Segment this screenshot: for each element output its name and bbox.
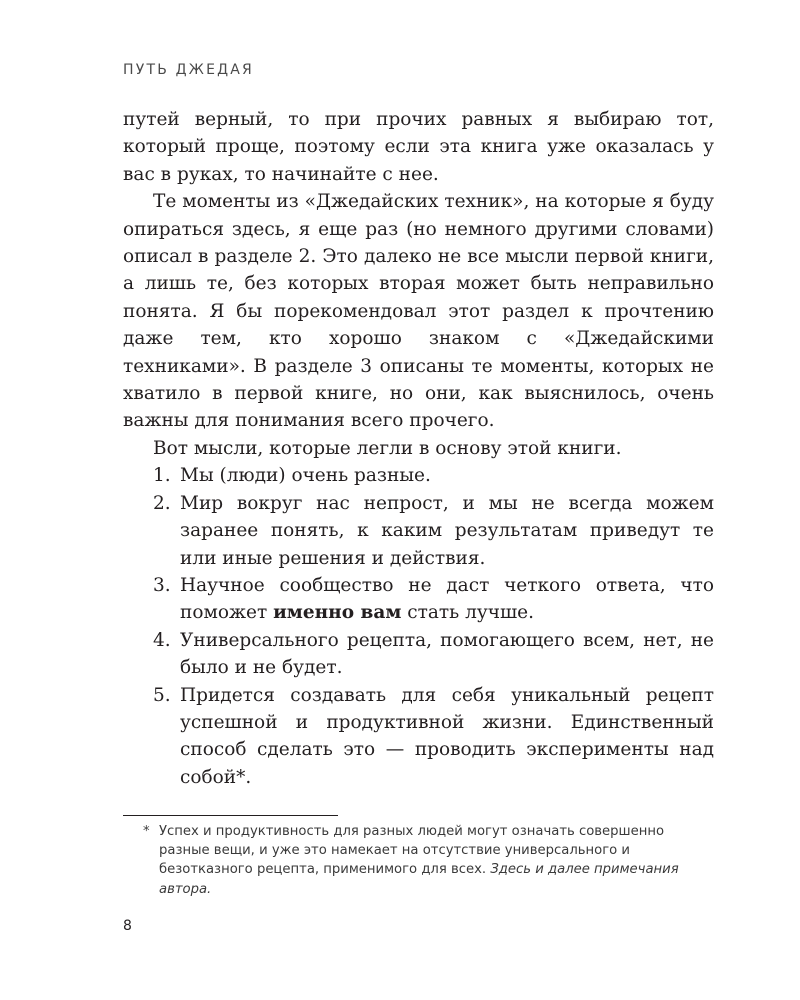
body-text bbox=[123, 106, 714, 791]
list-number: 1. bbox=[153, 465, 171, 487]
footnote bbox=[123, 822, 714, 899]
list-number: 5. bbox=[153, 684, 171, 706]
paragraph: путей верный, то при прочих равных я выбираю тот, который проще, поэтому если эта книга уже оказалась у вас в руках, то начинайте с нее. bbox=[123, 109, 714, 185]
footnote-marker: * bbox=[143, 824, 150, 839]
footnote-divider bbox=[123, 815, 338, 816]
list-item bbox=[123, 490, 714, 572]
list-item-text: Придется создавать для себя уникальный рецепт успешной и продуктивной жизни. Единственный способ сделать это — проводить эксперименты над собой*. bbox=[180, 684, 714, 788]
list-item bbox=[123, 627, 714, 682]
list-item-text: Мир вокруг нас непрост, и мы не всегда можем заранее понять, к каким результатам приведут те или иные решения и действия. bbox=[180, 492, 714, 569]
paragraph: Вот мысли, которые легли в основу этой книги. bbox=[153, 437, 622, 459]
list-item-text: Универсального рецепта, помогающего всем, нет, не было и не будет. bbox=[180, 629, 714, 679]
list-item-text: стать лучше. bbox=[401, 602, 535, 624]
list-item-text: Научное сообщество не даст четкого ответа, что поможет bbox=[180, 574, 714, 624]
numbered-list bbox=[123, 462, 714, 791]
list-number: 2. bbox=[153, 492, 171, 514]
list-number: 4. bbox=[153, 629, 171, 651]
list-item bbox=[123, 572, 714, 627]
paragraph: Те моменты из «Джедайских техник», на которые я буду опираться здесь, я еще раз (но немного другими словами) описал в разделе 2. Это далеко не все мысли первой книги, а лишь те, без которых вторая может быть неправильно понята. Я бы порекомендовал этот раздел к прочтению даже тем, кто хорошо знаком с «Джедайскими техниками». В разделе 3 описаны те моменты, которых не хватило в первой книге, но они, как выяснилось, очень важны для понимания всего прочего. bbox=[123, 191, 714, 432]
list-item bbox=[123, 682, 714, 792]
running-head: ПУТЬ ДЖЕДАЯ bbox=[123, 62, 254, 78]
footnote-author-note: Здесь и далее примечания автора. bbox=[159, 862, 679, 897]
list-item-emphasis: именно вам bbox=[273, 602, 402, 624]
page-number: 8 bbox=[123, 918, 132, 934]
list-number: 3. bbox=[153, 574, 171, 596]
list-item bbox=[123, 462, 714, 489]
list-item-text: Мы (люди) очень разные. bbox=[180, 465, 431, 487]
footnote-text: Успех и продуктивность для разных людей могут означать совершенно разные вещи, и уже это намекает на отсутствие универсального и безотказного рецепта, применимого для всех. bbox=[159, 824, 665, 878]
